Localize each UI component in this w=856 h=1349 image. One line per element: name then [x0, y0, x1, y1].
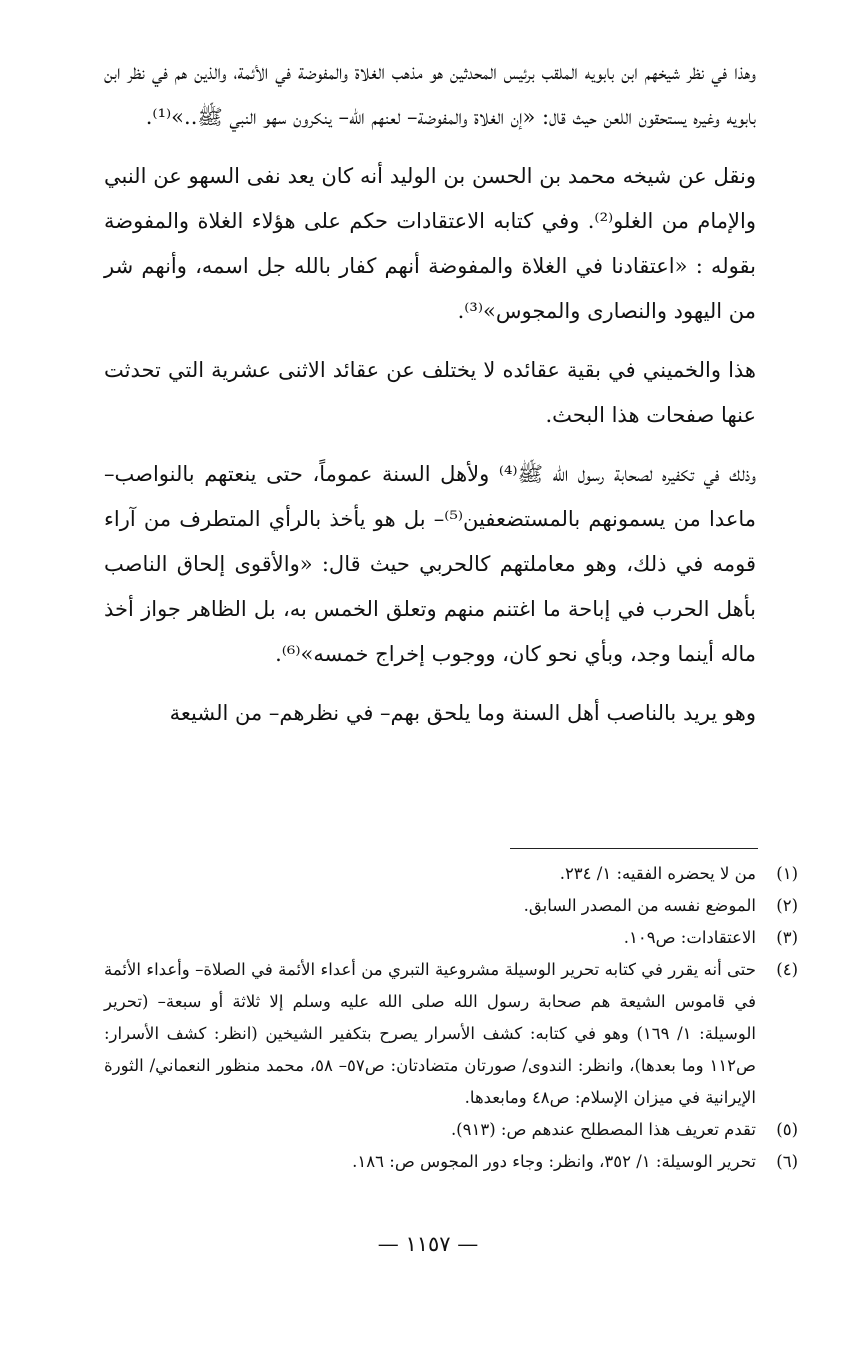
- main-text: [104, 50, 756, 750]
- footnote-number: (٣): [776, 928, 798, 947]
- footnote-text: تحرير الوسيلة: ١/ ٣٥٢، وانظر: وجاء دور المجوس ص: ١٨٦.: [352, 1152, 756, 1171]
- footnote-3: [104, 922, 804, 954]
- paragraph-5: وهو يريد بالناصب أهل السنة وما يلحق بهم– في نظرهم– من الشيعة: [169, 701, 756, 725]
- footnote-6: [104, 1146, 804, 1178]
- footnote-4: [104, 954, 804, 1114]
- paragraph-3: هذا والخميني في بقية عقائده لا يختلف عن عقائد الاثنى عشرية التي تحدثت عنها صفحات هذا البحث.: [104, 358, 756, 427]
- paragraph-4: وذلك في تكفيره لصحابة رسول الله ﷺ⁽⁴⁾ ولأهل السنة عموماً، حتى ينعتهم بالنواصب– ماعدا من يسمونهم بالمستضعفين⁽⁵⁾– بل هو يأخذ بالرأي المتطرف من آراء قومه في ذلك، وهو معاملتهم كالحربي حيث قال: «والأقوى إلحاق الناصب بأهل الحرب في إباحة ما اغتنم منهم وتعلق الخمس به، بل الظاهر جواز أخذ ماله أينما وجد، وبأي نحو كان، ووجوب إخراج خمسه»⁽⁶⁾.: [104, 462, 757, 666]
- page-number: — ١١٥٧ —: [377, 1232, 479, 1256]
- paragraph-2: ونقل عن شيخه محمد بن الحسن بن الوليد أنه كان يعد نفى السهو عن النبي والإمام من الغلو⁽²⁾. وفي كتابه الاعتقادات حكم على هؤلاء الغلاة والمفوضة بقوله : «اعتقادنا في الغلاة والمفوضة أنهم كفار بالله جل اسمه، وأنهم شر من اليهود والنصارى والمجوس»⁽³⁾.: [104, 164, 756, 323]
- paragraph-1: وهذا في نظر شيخهم ابن بابويه الملقب برئيس المحدثين هو مذهب الغلاة والمفوضة في الأئمة، والذين هم في نظر ابن بابويه وغيره يستحقون اللعن حيث قال: «إن الغلاة والمفوضة– لعنهم الله– ينكرون سهو النبي ﷺ..»⁽¹⁾.: [104, 60, 756, 129]
- footnote-text: حتى أنه يقرر في كتابه تحرير الوسيلة مشروعية التبري من أعداء الأئمة في الصلاة– وأعداء الأئمة في قاموس الشيعة هم صحابة رسول الله صلى الله عليه وسلم إلا ثلاثة أو سبعة– (تحرير الوسيلة: ١/ ١٦٩) وهو في كتابه: كشف الأسرار يصرح بتكفير الشيخين (انظر: كشف الأسرار: ص١١٢ وما بعدها)، وانظر: الندوى/ صورتان متضادتان: ص٥٧– ٥٨، محمد منظور النعماني/ الثورة الإيرانية في ميزان الإسلام: ص٤٨ ومابعدها.: [104, 960, 756, 1107]
- footnote-text: من لا يحضره الفقيه: ١/ ٢٣٤.: [559, 864, 756, 883]
- footnote-5: [104, 1114, 804, 1146]
- footnote-2: [104, 890, 804, 922]
- footnote-number: (٦): [776, 1152, 798, 1171]
- footnote-number: (٤): [776, 960, 798, 979]
- footnote-text: تقدم تعريف هذا المصطلح عندهم ص: (٩١٣).: [450, 1120, 756, 1139]
- footnote-1: [104, 858, 804, 890]
- footnote-text: الاعتقادات: ص١٠٩.: [623, 928, 756, 947]
- footnote-separator: [510, 848, 758, 849]
- footnote-text: الموضع نفسه من المصدر السابق.: [523, 896, 756, 915]
- footnotes: [104, 858, 804, 1178]
- footnote-number: (٥): [776, 1120, 798, 1139]
- footnote-number: (٢): [776, 896, 798, 915]
- footnote-number: (١): [776, 864, 798, 883]
